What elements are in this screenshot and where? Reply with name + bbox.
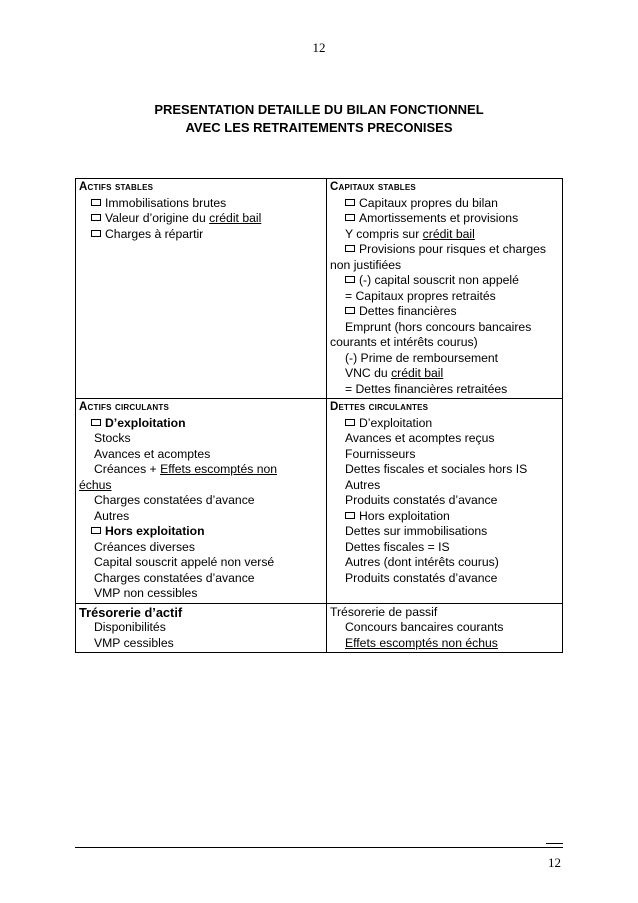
list-item: (-) Prime de remboursement [345,350,499,365]
title-line-1: PRESENTATION DETAILLE DU BILAN FONCTIONNEL [154,102,484,117]
list-item: Capitaux propres du bilan [330,196,560,212]
cell-capitaux-stables [327,179,563,399]
square-bullet-icon [345,245,355,252]
list-item: Disponibilités [94,620,166,634]
row-stables [76,179,563,399]
list-item: Charges à répartir [79,227,324,243]
list-item: Hors exploitation [330,509,560,525]
footer-rule [75,847,563,848]
page-number-bottom: 12 [548,855,561,870]
bilan-table [75,178,563,653]
row-tresorerie [76,603,563,653]
square-bullet-icon [91,199,101,206]
square-bullet-icon [91,419,101,426]
page-number-top: 12 [312,40,326,55]
list-item: Avances et acomptes [94,446,211,461]
tresorerie-actif-header: Trésorerie d’actif [79,604,183,620]
list-item: Immobilisations brutes [79,196,324,212]
title-line-2: AVEC LES RETRAITEMENTS PRECONISES [185,120,453,135]
list-item: = Dettes financières retraitées [345,381,508,396]
tresorerie-passif-header: Trésorerie de passif [330,604,438,619]
list-item: Avances et acomptes reçus [345,431,495,445]
list-item: Dettes financières [330,304,560,320]
square-bullet-icon [345,199,355,206]
list-item: Hors exploitation [79,524,324,540]
row-circulants [76,399,563,604]
list-item: Créances diverses [94,539,195,554]
list-item: Amortissements et provisions [330,211,560,227]
actifs-stables-header: Actifs stables [79,181,154,193]
actifs-circulants-header: Actifs circulants [79,401,170,413]
list-item: Provisions pour risques et charges [330,242,560,258]
list-item: Autres [345,477,381,492]
square-bullet-icon [345,214,355,221]
square-bullet-icon [91,214,101,221]
cell-actifs-stables [76,179,327,399]
cell-tresorerie-actif [76,603,327,653]
list-item: Produits constatés d’avance [345,570,498,585]
list-item: Concours bancaires courants [345,620,504,634]
capitaux-stables-header: Capitaux stables [330,181,416,193]
list-item: Emprunt (hors concours bancaires [345,319,532,334]
list-item: Créances + Effets escomptés non [94,462,278,476]
square-bullet-icon [91,230,101,237]
list-item: Produits constatés d’avance [345,493,498,507]
list-item: échus [79,477,112,492]
page-title [0,101,638,137]
list-item: Autres [94,508,130,523]
list-item: Dettes sur immobilisations [345,524,488,538]
cell-tresorerie-passif [327,603,563,653]
list-item: Y compris sur crédit bail [345,226,475,241]
footer-rule-short [546,843,563,844]
list-item: Fournisseurs [345,446,416,461]
list-item: Autres (dont intérêts courus) [345,555,499,569]
list-item: = Capitaux propres retraités [345,288,496,303]
list-item: Stocks [94,431,131,445]
list-item: non justifiées [330,257,402,272]
list-item: VNC du crédit bail [345,366,444,380]
list-item: Dettes fiscales = IS [345,539,450,554]
list-item: Effets escomptés non échus [345,635,498,650]
list-item: D’exploitation [330,416,560,432]
cell-dettes-circulantes [327,399,563,604]
square-bullet-icon [91,527,101,534]
list-item: Capital souscrit appelé non versé [94,555,275,569]
list-item: Dettes fiscales et sociales hors IS [345,462,528,476]
list-item: (-) capital souscrit non appelé [330,273,560,289]
square-bullet-icon [345,419,355,426]
list-item: Charges constatées d’avance [94,570,255,585]
list-item: courants et intérêts courus) [330,335,478,349]
square-bullet-icon [345,276,355,283]
square-bullet-icon [345,512,355,519]
list-item: Valeur d’origine du crédit bail [79,211,324,227]
list-item: VMP cessibles [94,635,174,650]
list-item: D’exploitation [79,416,324,432]
credit-bail-link: crédit bail [209,211,262,225]
list-item: Charges constatées d’avance [94,493,255,507]
square-bullet-icon [345,307,355,314]
list-item: VMP non cessibles [94,586,198,600]
dettes-circulantes-header: Dettes circulantes [330,401,429,413]
cell-actifs-circulants [76,399,327,604]
